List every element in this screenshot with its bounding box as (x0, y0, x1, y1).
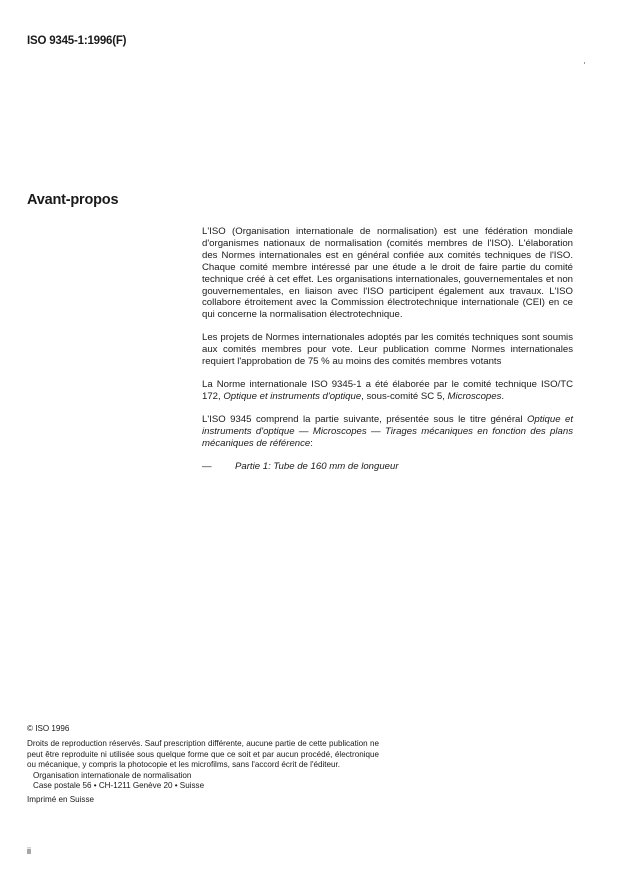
paragraph-committee (202, 379, 573, 403)
foreword-body (202, 226, 573, 472)
general-title: Optique et instruments d'optique — Microscopes — Tirages mécaniques en fonction des plans mécaniques de référence (202, 413, 573, 449)
copyright-line: © ISO 1996 (27, 724, 70, 733)
subcommittee-name: Microscopes (447, 390, 502, 402)
paragraph-parts (202, 414, 573, 450)
scan-speck (584, 62, 585, 64)
section-title: Avant-propos (27, 192, 119, 208)
parts-text-b: : (310, 437, 313, 449)
list-dash: — (202, 460, 212, 472)
page-number: ii (27, 846, 31, 856)
committee-text-a: La Norme internationale ISO 9345-1 a été élaborée par le comité technique ISO/TC 172, (202, 378, 573, 402)
paragraph-voting: Les projets de Normes internationales adoptés par les comités techniques sont soumis aux comités membres pour vote. Leur publication comme Normes internationales requiert l'approbation de 75 % au moins des comités membres votants (202, 332, 573, 368)
rights-notice: Droits de reproduction réservés. Sauf prescription différente, aucune partie de cette publication ne peut être reproduite ni utilisée sous quelque forme que ce soit et par aucun procédé, électronique ou mécanique, y compris la photocopie et les microfilms, sans l'accord écrit de l'éditeur. (27, 739, 379, 770)
paragraph-iso-description: L'ISO (Organisation internationale de normalisation) est une fédération mondiale d'organismes nationaux de normalisation (comités membres de l'ISO). L'élaboration des Normes internationales est en général confiée aux comités techniques de l'ISO. Chaque comité membre intéressé par une étude a le droit de faire partie du comité technique créé à cet effet. Les organisations internationales, gouvernementales et non gouvernementales, en liaison avec l'ISO participent également aux travaux. L'ISO collabore étroitement avec la Commission électrotechnique internationale (CEI) en ce qui concerne la normalisation électrotechnique. (202, 226, 573, 321)
organisation-name: Organisation internationale de normalisation (33, 770, 192, 780)
committee-name: Optique et instruments d'optique (223, 390, 362, 402)
parts-text-a: L'ISO 9345 comprend la partie suivante, présentée sous le titre général (202, 413, 527, 425)
document-reference: ISO 9345-1:1996(F) (27, 35, 127, 47)
part-1-title: Partie 1: Tube de 160 mm de longueur (235, 460, 399, 472)
list-item-part-1 (202, 461, 573, 473)
copyright-block (27, 724, 379, 806)
committee-text-b: , sous-comité SC 5, (361, 390, 448, 402)
committee-text-c: . (501, 390, 505, 402)
printed-notice: Imprimé en Suisse (27, 795, 95, 805)
organisation-address: Case postale 56 • CH-1211 Genève 20 • Suisse (33, 781, 205, 791)
